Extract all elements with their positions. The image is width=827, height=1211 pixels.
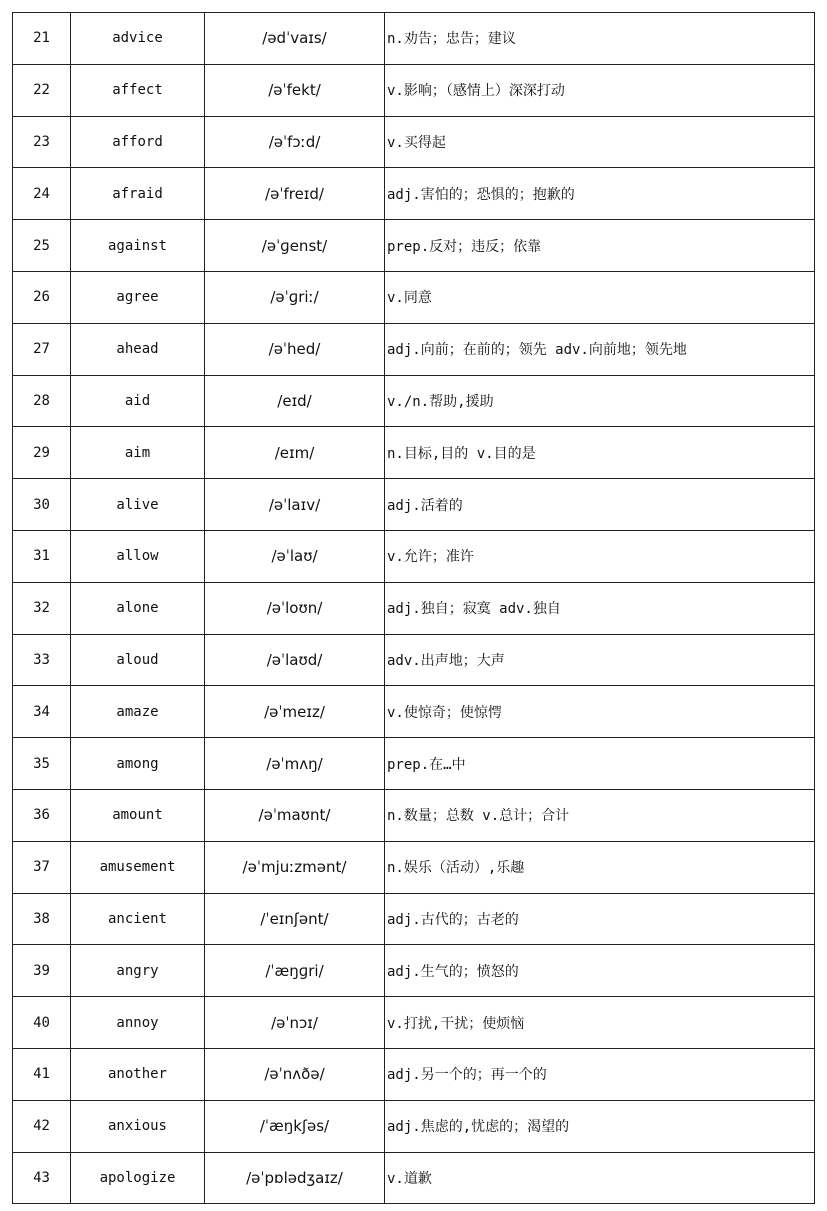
table-row	[13, 375, 815, 427]
row-word: affect	[71, 64, 205, 116]
table-row	[13, 738, 815, 790]
row-definition: v.影响；（感情上）深深打动	[385, 64, 815, 116]
row-phonetic: /əˈmʌŋ/	[205, 738, 385, 790]
row-word: alone	[71, 582, 205, 634]
row-definition: prep.在…中	[385, 738, 815, 790]
table-row	[13, 634, 815, 686]
row-phonetic: /əˈlaʊ/	[205, 530, 385, 582]
row-definition: n.娱乐（活动）,乐趣	[385, 841, 815, 893]
row-word: aloud	[71, 634, 205, 686]
row-definition: prep.反对；违反；依靠	[385, 220, 815, 272]
table-row	[13, 1048, 815, 1100]
table-row	[13, 323, 815, 375]
table-row	[13, 686, 815, 738]
vocabulary-table-body	[13, 13, 815, 1204]
row-number: 41	[13, 1048, 71, 1100]
row-number: 32	[13, 582, 71, 634]
row-word: apologize	[71, 1152, 205, 1204]
table-row	[13, 1100, 815, 1152]
row-word: another	[71, 1048, 205, 1100]
row-word: agree	[71, 271, 205, 323]
row-number: 27	[13, 323, 71, 375]
row-phonetic: /əˈnʌðə/	[205, 1048, 385, 1100]
row-definition: n.数量；总数 v.总计；合计	[385, 789, 815, 841]
row-phonetic: /əˈfɔːd/	[205, 116, 385, 168]
table-row	[13, 479, 815, 531]
row-phonetic: /eɪd/	[205, 375, 385, 427]
table-row	[13, 271, 815, 323]
row-number: 38	[13, 893, 71, 945]
row-number: 33	[13, 634, 71, 686]
row-number: 24	[13, 168, 71, 220]
row-word: amount	[71, 789, 205, 841]
row-definition: adj.生气的；愤怒的	[385, 945, 815, 997]
row-phonetic: /ˈeɪnʃənt/	[205, 893, 385, 945]
row-phonetic: /eɪm/	[205, 427, 385, 479]
row-word: aim	[71, 427, 205, 479]
table-row	[13, 945, 815, 997]
row-definition: adj.活着的	[385, 479, 815, 531]
row-number: 29	[13, 427, 71, 479]
table-row	[13, 997, 815, 1049]
row-word: advice	[71, 13, 205, 65]
row-definition: n.劝告；忠告；建议	[385, 13, 815, 65]
row-word: against	[71, 220, 205, 272]
row-phonetic: /əˈlaɪv/	[205, 479, 385, 531]
row-word: amaze	[71, 686, 205, 738]
row-phonetic: /əˈfreɪd/	[205, 168, 385, 220]
table-row	[13, 893, 815, 945]
row-number: 37	[13, 841, 71, 893]
row-phonetic: /əˈɡriː/	[205, 271, 385, 323]
table-row	[13, 220, 815, 272]
row-word: amusement	[71, 841, 205, 893]
row-phonetic: /əˈnɔɪ/	[205, 997, 385, 1049]
row-word: ahead	[71, 323, 205, 375]
table-row	[13, 530, 815, 582]
row-number: 39	[13, 945, 71, 997]
table-row	[13, 116, 815, 168]
row-word: among	[71, 738, 205, 790]
row-number: 23	[13, 116, 71, 168]
row-definition: adj.古代的；古老的	[385, 893, 815, 945]
table-row	[13, 789, 815, 841]
row-number: 43	[13, 1152, 71, 1204]
row-definition: n.目标,目的 v.目的是	[385, 427, 815, 479]
row-phonetic: /əˈmjuːzmənt/	[205, 841, 385, 893]
table-row	[13, 1152, 815, 1204]
row-definition: v./n.帮助,援助	[385, 375, 815, 427]
row-phonetic: /əˈloʊn/	[205, 582, 385, 634]
vocabulary-table	[12, 12, 815, 1204]
row-definition: adj.独自；寂寞 adv.独自	[385, 582, 815, 634]
row-number: 36	[13, 789, 71, 841]
row-definition: adj.焦虑的,忧虑的；渴望的	[385, 1100, 815, 1152]
row-number: 22	[13, 64, 71, 116]
row-phonetic: /əˈɡenst/	[205, 220, 385, 272]
row-number: 30	[13, 479, 71, 531]
row-number: 28	[13, 375, 71, 427]
row-word: alive	[71, 479, 205, 531]
row-definition: v.同意	[385, 271, 815, 323]
row-number: 34	[13, 686, 71, 738]
row-number: 31	[13, 530, 71, 582]
row-definition: adj.另一个的；再一个的	[385, 1048, 815, 1100]
table-row	[13, 841, 815, 893]
row-number: 35	[13, 738, 71, 790]
row-number: 21	[13, 13, 71, 65]
row-number: 40	[13, 997, 71, 1049]
row-definition: v.使惊奇；使惊愕	[385, 686, 815, 738]
row-definition: v.允许；准许	[385, 530, 815, 582]
row-definition: v.道歉	[385, 1152, 815, 1204]
row-phonetic: /əˈpɒlədʒaɪz/	[205, 1152, 385, 1204]
row-number: 25	[13, 220, 71, 272]
row-definition: adv.出声地；大声	[385, 634, 815, 686]
row-word: afford	[71, 116, 205, 168]
row-phonetic: /əˈmeɪz/	[205, 686, 385, 738]
row-word: aid	[71, 375, 205, 427]
row-word: allow	[71, 530, 205, 582]
table-row	[13, 427, 815, 479]
table-row	[13, 64, 815, 116]
row-word: angry	[71, 945, 205, 997]
table-row	[13, 13, 815, 65]
row-word: ancient	[71, 893, 205, 945]
row-word: anxious	[71, 1100, 205, 1152]
row-phonetic: /əˈfekt/	[205, 64, 385, 116]
row-definition: adj.向前；在前的；领先 adv.向前地；领先地	[385, 323, 815, 375]
row-word: afraid	[71, 168, 205, 220]
row-definition: v.打扰,干扰；使烦恼	[385, 997, 815, 1049]
row-phonetic: /ədˈvaɪs/	[205, 13, 385, 65]
row-number: 26	[13, 271, 71, 323]
row-word: annoy	[71, 997, 205, 1049]
row-phonetic: /əˈhed/	[205, 323, 385, 375]
row-phonetic: /ˈæŋkʃəs/	[205, 1100, 385, 1152]
row-phonetic: /ˈæŋɡri/	[205, 945, 385, 997]
row-phonetic: /əˈmaʊnt/	[205, 789, 385, 841]
table-row	[13, 582, 815, 634]
table-row	[13, 168, 815, 220]
row-phonetic: /əˈlaʊd/	[205, 634, 385, 686]
row-number: 42	[13, 1100, 71, 1152]
row-definition: adj.害怕的；恐惧的；抱歉的	[385, 168, 815, 220]
row-definition: v.买得起	[385, 116, 815, 168]
